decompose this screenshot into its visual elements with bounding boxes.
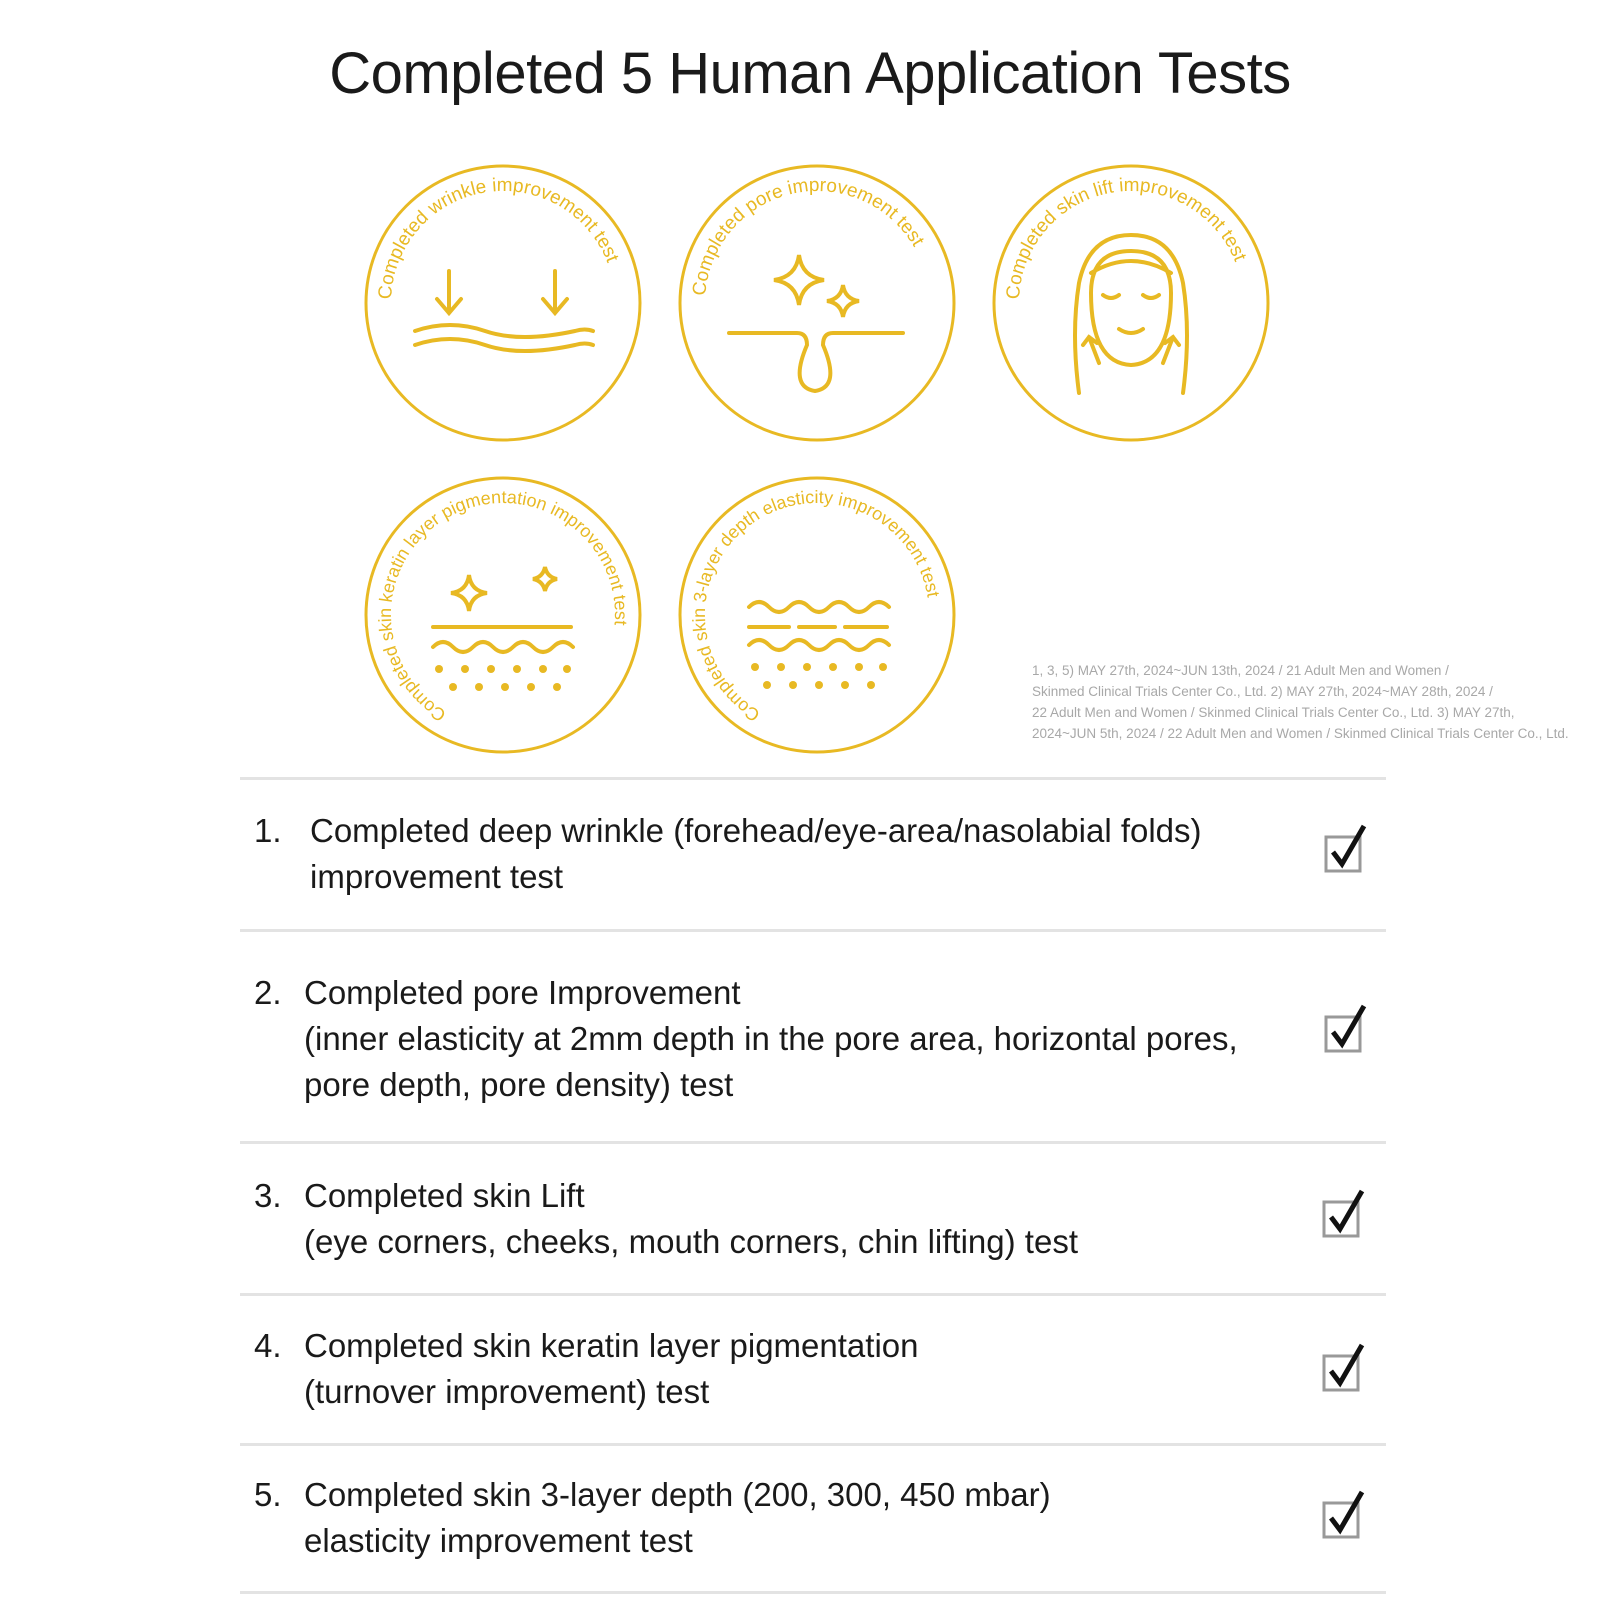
item-text — [304, 1323, 1304, 1415]
badge-label: Completed skin keratin layer pigmentation improvement test — [374, 486, 632, 726]
item-line: (inner elasticity at 2mm depth in the pore area, horizontal pores, — [304, 1020, 1238, 1057]
item-line: pore depth, pore density) test — [304, 1066, 734, 1103]
footnote-line: Skinmed Clinical Trials Center Co., Ltd. 2) MAY 27th, 2024~MAY 28th, 2024 / — [1032, 684, 1493, 699]
svg-text:Completed pore improvement tes — [689, 175, 928, 297]
item-line: Completed pore Improvement — [304, 974, 741, 1011]
svg-text:Completed skin 3-layer depth e — [689, 487, 944, 726]
badge-elasticity — [677, 475, 957, 755]
pore-icon — [729, 255, 903, 391]
checkbox-checked-icon — [1322, 1343, 1366, 1393]
item-line: Completed skin 3-layer depth (200, 300, 450 mbar) — [304, 1476, 1051, 1513]
badge-pore — [677, 163, 957, 443]
wrinkle-icon — [415, 271, 593, 351]
divider — [240, 1293, 1386, 1296]
list-item — [240, 970, 1386, 1130]
item-line: (turnover improvement) test — [304, 1373, 710, 1410]
item-number: 4. — [254, 1327, 282, 1364]
page-title: Completed 5 Human Application Tests — [329, 41, 1291, 106]
footnote-line: 22 Adult Men and Women / Skinmed Clinical Trials Center Co., Ltd. 3) MAY 27th, — [1032, 705, 1515, 720]
divider — [240, 929, 1386, 932]
checkbox-checked-icon — [1322, 1189, 1366, 1239]
item-line: improvement test — [310, 858, 564, 895]
item-number: 5. — [254, 1476, 282, 1513]
footnote-line: 1, 3, 5) MAY 27th, 2024~JUN 13th, 2024 / 21 Adult Men and Women / — [1032, 663, 1449, 678]
item-number: 2. — [254, 974, 282, 1011]
skin-layers-icon — [749, 602, 889, 689]
item-line: (eye corners, cheeks, mouth corners, chin lifting) test — [304, 1223, 1078, 1260]
badge-skin-lift — [991, 163, 1271, 443]
divider — [240, 1443, 1386, 1446]
item-text — [304, 1173, 1304, 1265]
checkbox-checked-icon — [1322, 1490, 1366, 1540]
divider — [240, 1141, 1386, 1144]
item-text — [304, 1472, 1304, 1564]
list-item — [240, 1173, 1386, 1283]
item-line: Completed skin Lift — [304, 1177, 585, 1214]
badge-label: Completed pore improvement test — [689, 174, 928, 297]
item-line: Completed skin keratin layer pigmentation — [304, 1327, 919, 1364]
badge-pigmentation — [363, 475, 643, 755]
badge-wrinkle — [363, 163, 643, 443]
item-text — [310, 808, 1310, 900]
study-footnote — [1032, 660, 1612, 744]
item-number: 3. — [254, 1177, 282, 1214]
badge-label: Completed wrinkle improvement test — [374, 174, 623, 301]
list-item — [240, 1472, 1386, 1582]
list-item — [240, 808, 1386, 918]
checkbox-checked-icon — [1324, 1004, 1368, 1054]
item-line: Completed deep wrinkle (forehead/eye-area/nasolabial folds) — [310, 812, 1202, 849]
divider — [240, 1591, 1386, 1594]
list-item — [240, 1323, 1386, 1433]
item-text — [304, 970, 1304, 1108]
badge-label: Completed skin lift improvement test — [1002, 174, 1251, 301]
badge-label: Completed skin 3-layer depth elasticity improvement test — [688, 486, 944, 726]
item-line: elasticity improvement test — [304, 1522, 693, 1559]
footnote-line: 2024~JUN 5th, 2024 / 22 Adult Men and Women / Skinmed Clinical Trials Center Co., Ltd. — [1032, 726, 1569, 741]
skin-layer-sparkle-icon — [433, 567, 573, 691]
item-number: 1. — [254, 812, 282, 849]
checkbox-checked-icon — [1324, 824, 1368, 874]
face-lift-icon — [1075, 235, 1187, 393]
divider — [240, 777, 1386, 780]
